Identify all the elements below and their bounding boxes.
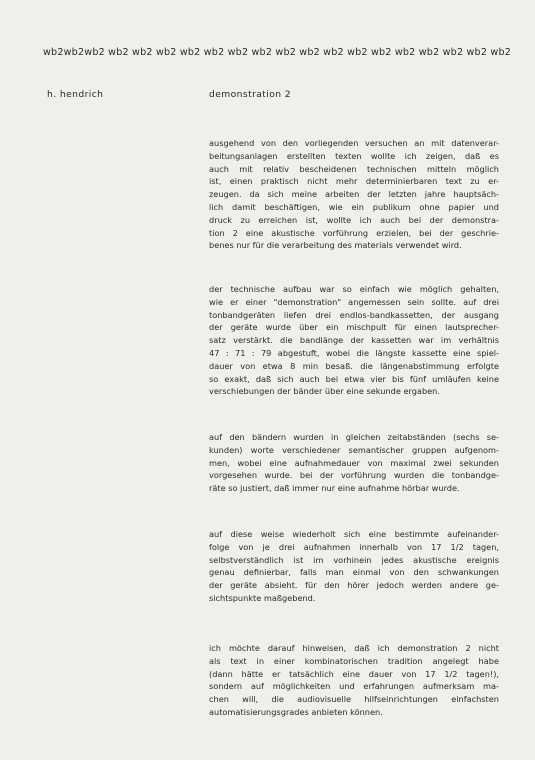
text-line: wie er einer "demonstration" angemessen sein sollte. auf drei	[209, 296, 499, 307]
text-line: vorgesehen wurde. bei der vorführung wurden die tonbandge-	[209, 470, 499, 481]
text-line: men, wobei eine aufnahmedauer von maximal zwei sekunden	[209, 457, 499, 468]
text-line: ich möchte darauf hinweisen, daß ich demonstration 2 nicht	[209, 643, 499, 653]
text-line: als text in einer kombinatorischen tradition angelegt habe	[209, 655, 499, 666]
text-line: beitungsanlagen erstellten texten wollte ich zeigen, daß es	[209, 150, 499, 161]
text-line: tion 2 eine akustische vorführung erzielen, bei der geschrie-	[209, 227, 499, 238]
text-line: kunden) worte verschiedener semantischer gruppen aufgenom-	[209, 444, 499, 455]
text-line: so exakt, daß sich auch bei etwa vier bis fünf umläufen keine	[209, 373, 499, 384]
text-line: ist, einen praktisch nicht mehr determinierbaren text zu er-	[209, 176, 499, 187]
text-line: automatisierungsgrades anbieten können.	[209, 706, 383, 717]
paragraph-2	[209, 283, 499, 398]
text-line: verschiebungen der bänder über eine sekunde ergaben.	[209, 386, 440, 397]
text-line: sichtspunkte maßgebend.	[209, 592, 316, 603]
text-line: auf diese weise wiederholt sich eine bestimmte aufeinander-	[209, 529, 499, 539]
text-line: druck zu erreichen ist, wollte ich auch bei der demonstra-	[209, 214, 499, 225]
text-line: satz verstärkt. die bandlänge der kassetten war im verhältnis	[209, 335, 499, 346]
text-line: chen will, die audiovisuelle hilfseinrichtungen einfachsten	[209, 694, 499, 705]
text-line: tonbandgeräten liefen drei endlos-bandkassetten, der ausgang	[209, 309, 499, 320]
work-title: demonstration 2	[209, 89, 292, 100]
paragraph-3	[209, 431, 499, 495]
text-line: ausgehend von den vorliegenden versuchen an mit datenverar-	[209, 138, 499, 148]
text-line: selbstverständlich ist im vorhinein jedes akustische ereignis	[209, 554, 499, 565]
header-pattern: wb2wb2wb2 wb2 wb2 wb2 wb2 wb2 wb2 wb2 wb2 wb2 wb2 wb2 wb2 wb2 wb2 wb2 wb2 wb2	[43, 47, 512, 58]
text-line: benes nur für die verarbeitung des materials verwendet wird.	[209, 240, 462, 251]
paragraph-1	[209, 137, 499, 252]
paragraph-4	[209, 528, 499, 605]
text-line: 47 : 71 : 79 abgestuft, wobei die längste kassette eine spiel-	[209, 347, 499, 358]
text-line: räte so justiert, daß immer nur eine aufnahme hörbar wurde.	[209, 483, 460, 494]
author-name: h. hendrich	[47, 89, 104, 100]
text-line: sondern auf möglichkeiten und erfahrungen aufmerksam ma-	[209, 681, 499, 692]
text-line: auch mit relativ bescheidenen technischen mitteln möglich	[209, 163, 499, 174]
text-line: (dann hätte er tatsächlich eine dauer von 17 1/2 tagen!),	[209, 668, 499, 679]
text-line: folge von je drei aufnahmen innerhalb von 17 1/2 tagen,	[209, 541, 499, 552]
text-line: der geräte wurde über ein mischpult für einen lautsprecher-	[209, 322, 499, 333]
text-line: zeugen. da sich meine arbeiten der letzten jahre hauptsäch-	[209, 189, 499, 200]
text-line: dauer von etwa 8 min besaß. die längenabstimmung erfolgte	[209, 360, 499, 371]
text-line: der geräte absieht. für den hörer jedoch werden andere ge-	[209, 580, 499, 591]
paragraph-5	[209, 642, 499, 719]
text-line: auf den bändern wurden in gleichen zeitabständen (sechs se-	[209, 432, 499, 442]
text-line: der technische aufbau war so einfach wie möglich gehalten,	[209, 284, 499, 294]
text-line: genau definierbar, falls man einmal von den schwankungen	[209, 567, 499, 578]
text-line: lich damit beschäftigen, wie ein publikum ohne papier und	[209, 201, 499, 212]
